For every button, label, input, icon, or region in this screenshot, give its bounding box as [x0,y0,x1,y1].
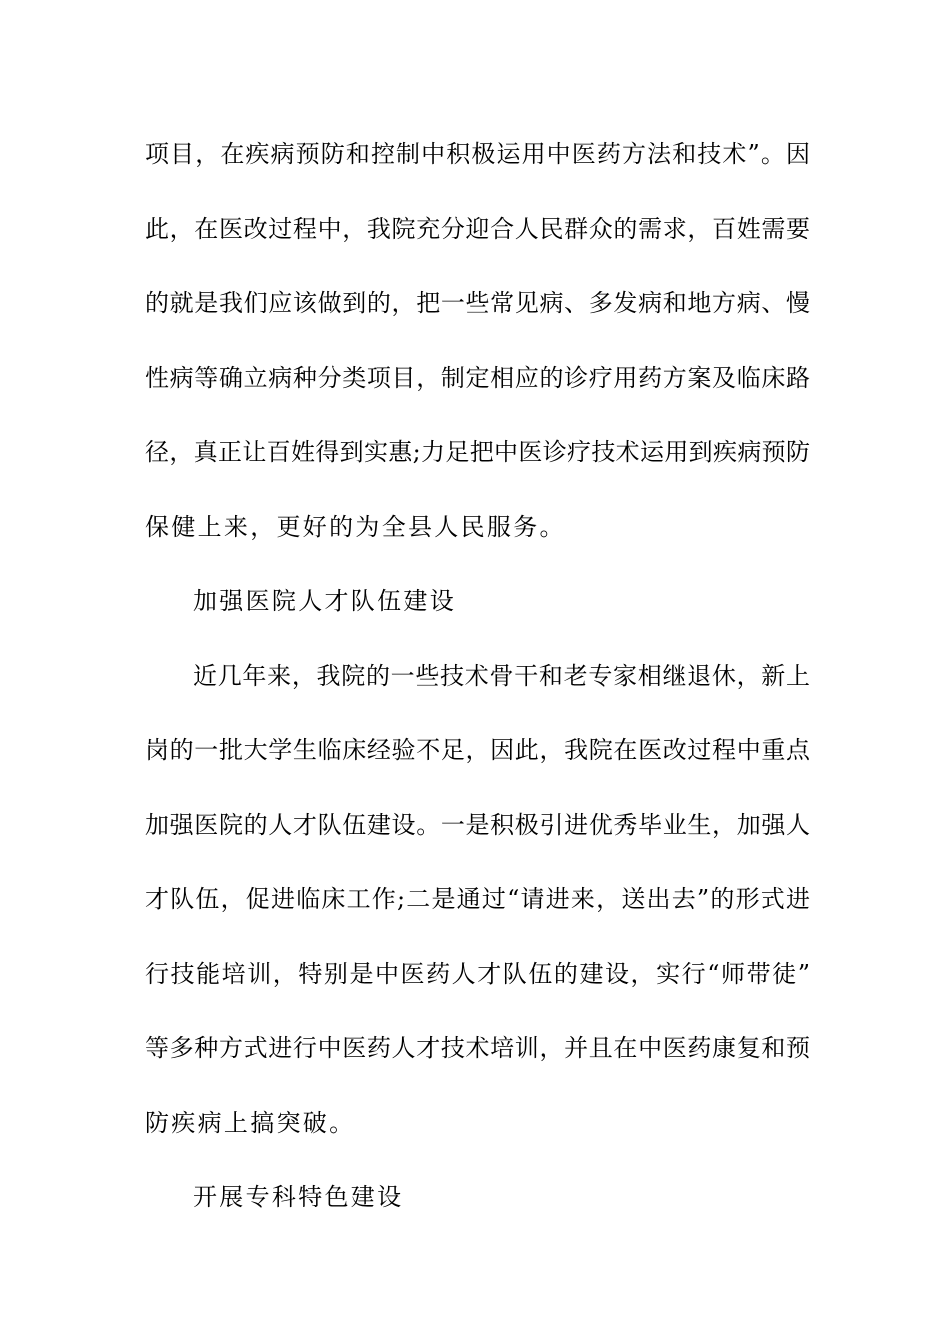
paragraph-line: 防疾病上搞突破。 [145,1108,356,1137]
body-text [145,130,810,1248]
paragraph-line: 此，在医改过程中，我院充分迎合人民群众的需求，百姓需要 [145,214,810,243]
paragraph-line: 项目，在疾病预防和控制中积极运用中医药方法和技术”。因 [145,140,810,168]
paragraph-line: 行技能培训，特别是中医药人才队伍的建设，实行“师带徒” [145,959,810,988]
paragraph-line: 加强医院的人才队伍建设。一是积极引进优秀毕业生，加强人 [145,810,810,839]
paragraph-line: 的就是我们应该做到的，把一些常见病、多发病和地方病、慢 [145,289,810,317]
section-heading: 开展专科特色建设 [193,1183,404,1211]
paragraph-line: 才队伍，促进临床工作;二是通过“请进来，送出去”的形式进 [145,885,810,913]
paragraph-line: 性病等确立病种分类项目，制定相应的诊疗用药方案及临床路 [145,363,810,392]
paragraph-line: 等多种方式进行中医药人才技术培训，并且在中医药康复和预 [145,1034,810,1062]
paragraph-line: 近几年来，我院的一些技术骨干和老专家相继退休，新上 [193,661,810,690]
paragraph-line: 径，真正让百姓得到实惠;力足把中医诊疗技术运用到疾病预防 [145,438,810,466]
section-heading: 加强医院人才队伍建设 [193,587,456,615]
paragraph-line: 岗的一批大学生临床经验不足，因此，我院在医改过程中重点 [145,736,810,764]
paragraph-line: 保健上来，更好的为全县人民服务。 [145,512,566,541]
